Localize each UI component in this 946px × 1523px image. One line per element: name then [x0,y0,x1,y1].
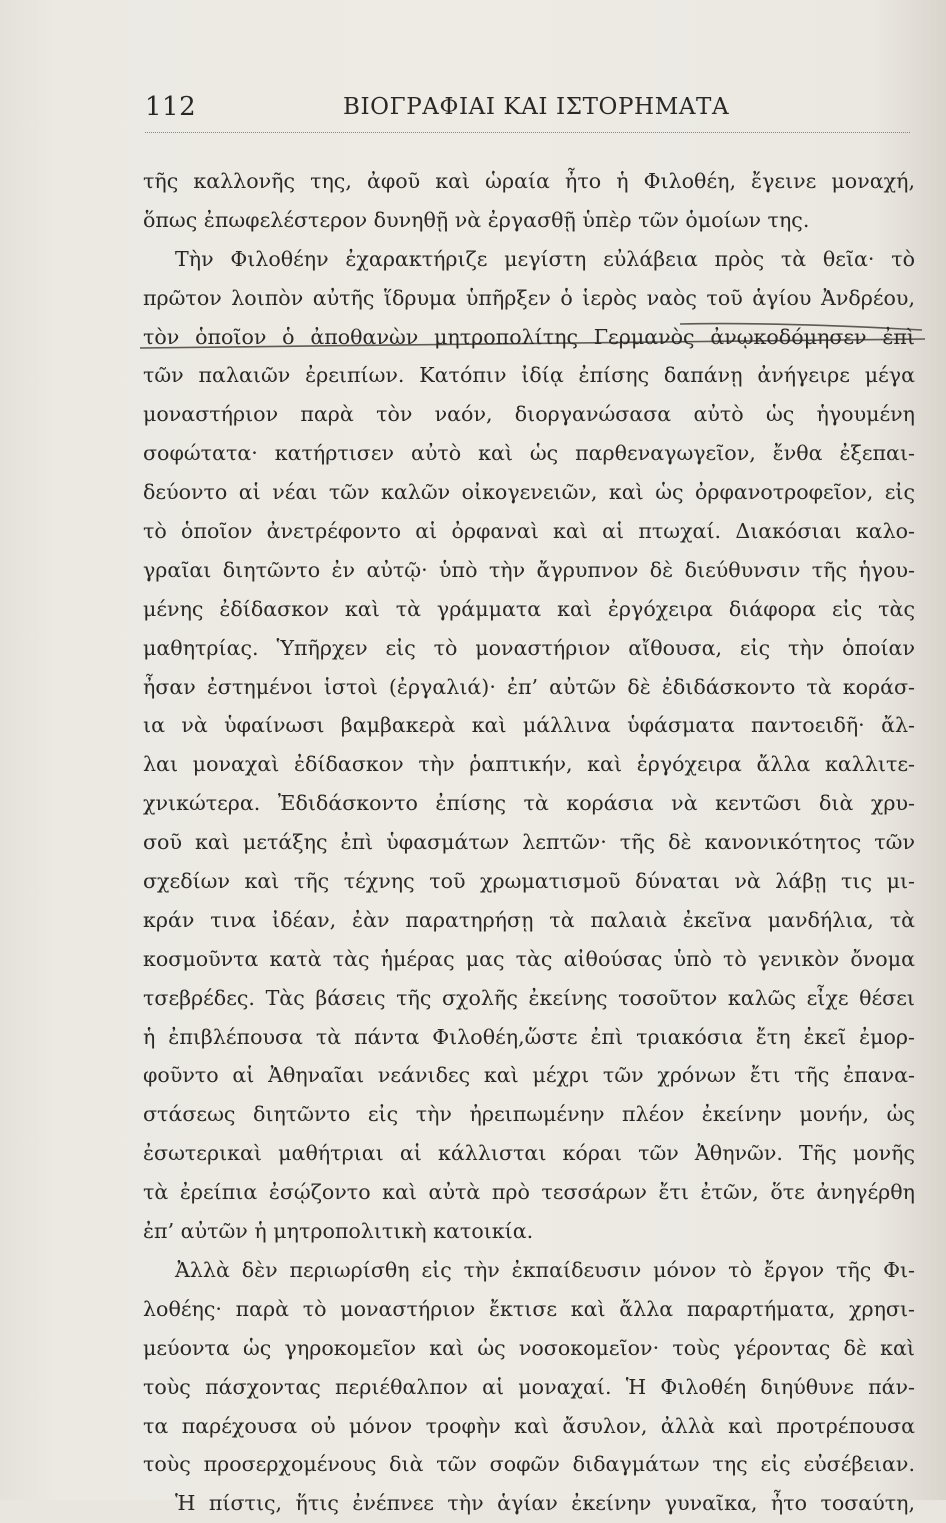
text-line: τὸν ὁποῖον ὁ ἀποθανὼν μητροπολίτης Γερμανὸς ἀνῳκοδόμησεν ἐπὶ [143,324,915,349]
text-line: φοῦντο αἱ Ἀθηναῖαι νεάνιδες καὶ μέχρι τῶν χρόνων ἔτι τῆς ἐπανα- [143,1063,915,1088]
text-line: Ἀλλὰ δὲν περιωρίσθη εἰς τὴν ἐκπαίδευσιν μόνον τὸ ἔργον τῆς Φι- [175,1257,915,1282]
text-line: Ἡ πίστις, ἥτις ἐνέπνεε τὴν ἁγίαν ἐκείνην γυναῖκα, ἦτο τοσαύτη, [175,1491,915,1516]
text-line: ἐπ’ αὐτῶν ἡ μητροπολιτικὴ κατοικία. [143,1219,534,1244]
text-line: στάσεως διητῶντο εἰς τὴν ἠρειπωμένην πλέον ἐκείνην μονήν, ὡς [143,1102,915,1127]
text-line: ια νὰ ὑφαίνωσι βαμβακερὰ καὶ μάλλινα ὑφάσματα παντοειδῆ· ἄλ- [143,713,915,738]
text-line: τα παρέχουσα οὐ μόνον τροφὴν καὶ ἄσυλον, ἀλλὰ καὶ προτρέπουσα [143,1413,915,1438]
text-line: Τὴν Φιλοθέην ἐχαρακτήριζε μεγίστη εὐλάβεια πρὸς τὰ θεῖα· τὸ [175,246,915,271]
text-line: δεύοντο αἱ νέαι τῶν καλῶν οἰκογενειῶν, καὶ ὡς ὀρφανοτροφεῖον, εἰς [143,480,915,505]
text-line: τοὺς προσερχομένους διὰ τῶν σοφῶν διδαγμάτων της εἰς εὐσέβειαν. [143,1452,915,1477]
text-line: γραῖαι διητῶντο ἐν αὐτῷ· ὑπὸ τὴν ἄγρυπνον δὲ διεύθυνσιν τῆς ἡγου- [143,557,915,582]
text-line: τὰ ἐρείπια ἐσῴζοντο καὶ αὐτὰ πρὸ τεσσάρων ἔτι ἐτῶν, ὅτε ἀνηγέρθη [143,1180,915,1205]
page-number: 112 [145,92,197,122]
text-line: λοθέης· παρὰ τὸ μοναστήριον ἔκτισε καὶ ἄλλα παραρτήματα, χρησι- [143,1296,915,1321]
text-line: μοναστήριον παρὰ τὸν ναόν, διοργανώσασα αὐτὸ ὡς ἡγουμένη [143,402,915,427]
text-line: σοφώτατα· κατήρτισεν αὐτὸ καὶ ὡς παρθεναγωγεῖον, ἔνθα ἐξεπαι- [143,441,915,466]
text-line: χνικώτερα. Ἐδιδάσκοντο ἐπίσης τὰ κοράσια νὰ κεντῶσι διὰ χρυ- [143,791,915,816]
text-line: μεύοντα ὡς γηροκομεῖον καὶ ὡς νοσοκομεῖον· τοὺς γέροντας δὲ καὶ [143,1335,915,1360]
text-line: σχεδίων καὶ τῆς τέχνης τοῦ χρωματισμοῦ δύναται νὰ λάβῃ τις μι- [143,869,915,894]
text-line: ἦσαν ἐστημένοι ἱστοὶ (ἐργαλιά)· ἐπ’ αὐτῶν δὲ ἐδιδάσκοντο τὰ κοράσ- [143,674,915,699]
text-line: τὸ ὁποῖον ἀνετρέφοντο αἱ ὀρφαναὶ καὶ αἱ πτωχαί. Διακόσιαι καλο- [143,519,915,544]
header-rule [145,132,910,133]
text-line: ἡ ἐπιβλέπουσα τὰ πάντα Φιλοθέη,ὥστε ἐπὶ τριακόσια ἔτη ἐκεῖ ἐμορ- [143,1024,915,1049]
text-line: τσεβρέδες. Τὰς βάσεις τῆς σχολῆς ἐκείνης τοσοῦτον καλῶς εἶχε θέσει [143,985,915,1010]
text-line: κοσμοῦντα κατὰ τὰς ἡμέρας μας τὰς αἰθούσας ὑπὸ τὸ γενικὸν ὄνομα [143,946,915,971]
page-header [145,92,910,132]
text-line: σοῦ καὶ μετάξης ἐπὶ ὑφασμάτων λεπτῶν· τῆς δὲ κανονικότητος τῶν [143,830,915,855]
text-line: τῆς καλλονῆς της, ἀφοῦ καὶ ὡραία ἦτο ἡ Φιλοθέη, ἔγεινε μοναχή, [143,169,915,193]
text-line: τοὺς πάσχοντας περιέθαλπον αἱ μοναχαί. Ἡ Φιλοθέη διηύθυνε πάν- [143,1374,915,1399]
text-line: μένης ἐδίδασκον καὶ τὰ γράμματα καὶ ἐργόχειρα διάφορα εἰς τὰς [143,596,915,621]
text-line: λαι μοναχαὶ ἐδίδασκον τὴν ῥαπτικήν, καὶ ἐργόχειρα ἄλλα καλλιτε- [143,752,915,777]
running-title: ΒΙΟΓΡΑΦΙΑΙ ΚΑΙ ΙΣΤΟΡΗΜΑΤΑ [343,94,730,120]
text-line: ἐσωτερικαὶ μαθήτριαι αἱ κάλλισται κόραι τῶν Ἀθηνῶν. Τῆς μονῆς [143,1141,915,1166]
text-line: πρῶτον λοιπὸν αὐτῆς ἵδρυμα ὑπῆρξεν ὁ ἱερὸς ναὸς τοῦ ἁγίου Ἀνδρέου, [143,285,915,310]
text-line: κράν τινα ἰδέαν, ἐὰν παρατηρήσῃ τὰ παλαιὰ ἐκεῖνα μανδήλια, τὰ [143,907,915,932]
body-text [143,162,915,1523]
text-line: τῶν παλαιῶν ἐρειπίων. Κατόπιν ἰδίᾳ ἐπίσης δαπάνῃ ἀνήγειρε μέγα [143,363,915,388]
text-line: μαθητρίας. Ὑπῆρχεν εἰς τὸ μοναστήριον αἴθουσα, εἰς τὴν ὁποίαν [143,635,915,660]
text-line: ὅπως ἐπωφελέστερον δυνηθῇ νὰ ἐργασθῇ ὑπὲρ τῶν ὁμοίων της. [143,207,810,232]
